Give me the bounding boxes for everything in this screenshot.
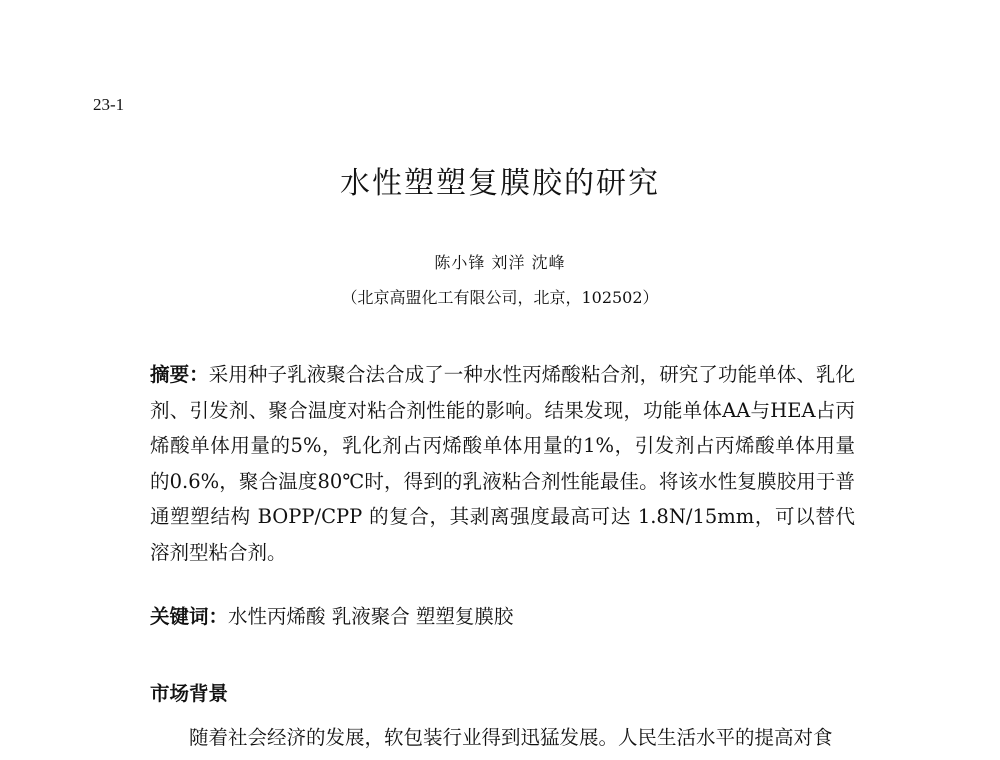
keywords: [150, 603, 855, 631]
keywords-label: 关键词：: [150, 605, 229, 628]
page-number: 23-1: [93, 95, 125, 114]
abstract: [150, 357, 855, 570]
section-paragraph: 随着社会经济的发展，软包装行业得到迅猛发展。人民生活水平的提高对食: [189, 726, 833, 749]
section-heading: 市场背景: [150, 682, 229, 705]
authors: 陈小锋 刘洋 沈峰: [434, 253, 566, 272]
abstract-text: 采用种子乳液聚合法合成了一种水性丙烯酸粘合剂，研究了功能单体、乳化剂、引发剂、聚合温度对粘合剂性能的影响。结果发现，功能单体AA与HEA占丙烯酸单体用量的5%，乳化剂占丙烯酸单体用量的1%，引发剂占丙烯酸单体用量的0.6%，聚合温度80℃时，得到的乳液粘合剂性能最佳。将该水性复膜胶用于普通塑塑结构 BOPP/CPP 的复合，其剥离强度最高可达 1.8N/15mm，可以替代溶剂型粘合剂。: [150, 363, 855, 564]
keywords-text: 水性丙烯酸 乳液聚合 塑塑复膜胶: [228, 605, 514, 628]
abstract-label: 摘要：: [150, 363, 209, 386]
paper-title: 水性塑塑复膜胶的研究: [340, 166, 660, 201]
affiliation: （北京高盟化工有限公司，北京，102502）: [341, 288, 659, 307]
